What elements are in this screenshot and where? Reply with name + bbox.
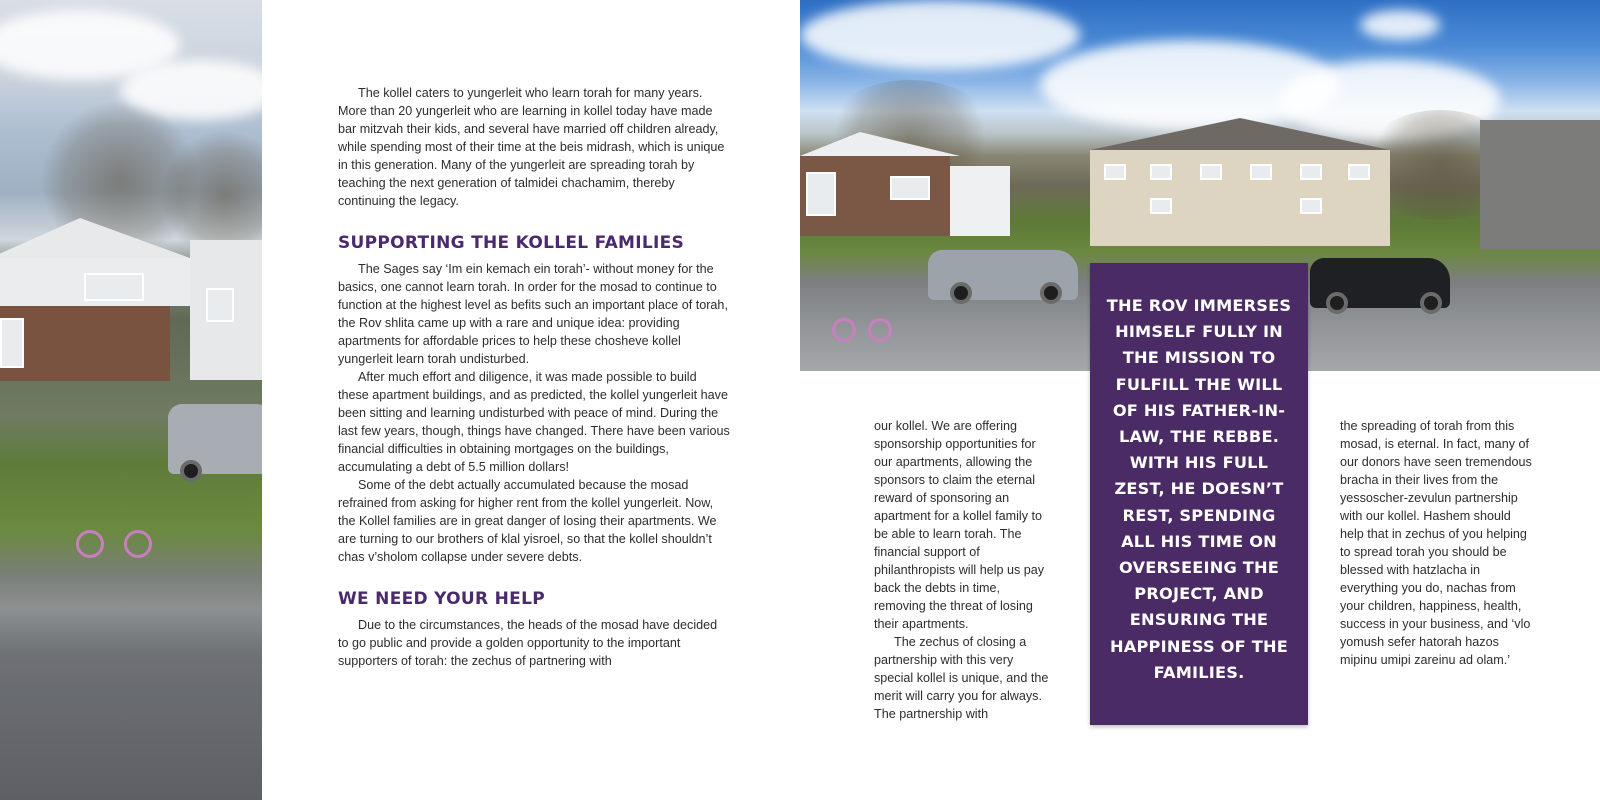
paragraph: Some of the debt actually accumulated because the mosad refrained from asking for higher rent from the kollel yungerleit. Now, the Kollel families are in great danger of losing their apartments. We are turning to our brothers of klal yisroel, so that the kollel shouldn’t chas v’sholom collapse under severe debts. [338, 478, 717, 564]
intro-paragraph: The kollel caters to yungerleit who learn torah for many years. More than 20 yungerleit who are learning in kollel today have made bar mitzvah their kids, and several have married off children already, while spending most of their time at the beis midrash, which is unique in this generation. Many of the yungerleit are spreading torah by teaching the next generation of talmidei chachamim, thereby continuing the legacy. [338, 86, 725, 208]
paragraph: our kollel. We are offering sponsorship opportunities for our apartments, allowing the sponsors to claim the eternal reward of sponsoring an apartment for a kollel family to be able to learn torah. The financial support of philanthropists will help us pay back the debts in time, removing the threat of losing their apartments. [874, 419, 1045, 631]
heading-we-need-your-help: WE NEED YOUR HELP [338, 589, 545, 609]
apartment-building [1090, 118, 1390, 248]
paragraph: After much effort and diligence, it was made possible to build these apartment buildings, and as predicted, the kollel yungerleit have been sitting and learning undisturbed with peace of mind. During the last few years, though, things have changed. There have been various financial difficulties in obtaining mortgages on the buildings, accumulating a debt of 5.5 million dollars! [338, 370, 730, 474]
photo-left-street [0, 0, 262, 800]
pull-quote-box [1090, 263, 1308, 725]
building-far-right [1480, 100, 1600, 250]
house-left [0, 218, 262, 388]
paragraph: The zechus of closing a partnership with this very special kollel is unique, and the merit will carry you for always. The partnership with [874, 635, 1049, 721]
paragraph: Due to the circumstances, the heads of the mosad have decided to go public and provide a golden opportunity to the important supporters of torah: the zechus of partnering with [338, 618, 718, 668]
text-column-right [1340, 417, 1532, 669]
text-column-middle [874, 417, 1054, 723]
heading-supporting-families: SUPPORTING THE KOLLEL FAMILIES [338, 233, 685, 253]
paragraph: The Sages say ‘Im ein kemach ein torah’- without money for the basics, one cannot learn torah. In order for the mosad to continue to function at the highest level as befits such an important place of torah, the Rov shlita came up with a rare and unique idea: providing apartments for affordable prices to help these chosheve kollel yungerleit learn torah undisturbed. [338, 262, 728, 366]
paragraph: the spreading of torah from this mosad, is eternal. In fact, many of our donors have seen tremendous bracha in their lives from the yessoscher-zevulun partnership with our kollel. Hashem should help that in zechus of you helping to spread torah you should be blessed with hatzlacha in everything you do, nachas from your children, happiness, health, success in your business, and ‘vlo yomush sefer hatorah hazos mipinu umipi zareinu ad olam.’ [1340, 419, 1532, 667]
bicycle-right [832, 318, 856, 342]
pull-quote-text: THE ROV IMMERSES HIMSELF FULLY IN THE MISSION TO FULFILL THE WILL OF HIS FATHER-IN-LAW, THE REBBE. WITH HIS FULL ZEST, HE DOESN’T REST, SPENDING ALL HIS TIME ON OVERSEEING THE PROJECT, AND ENSURING THE HAPPINESS OF THE FAMILIES. [1106, 296, 1292, 682]
bicycle-left [76, 530, 104, 558]
text-column-left [338, 84, 730, 670]
house-right-small [800, 132, 1020, 242]
